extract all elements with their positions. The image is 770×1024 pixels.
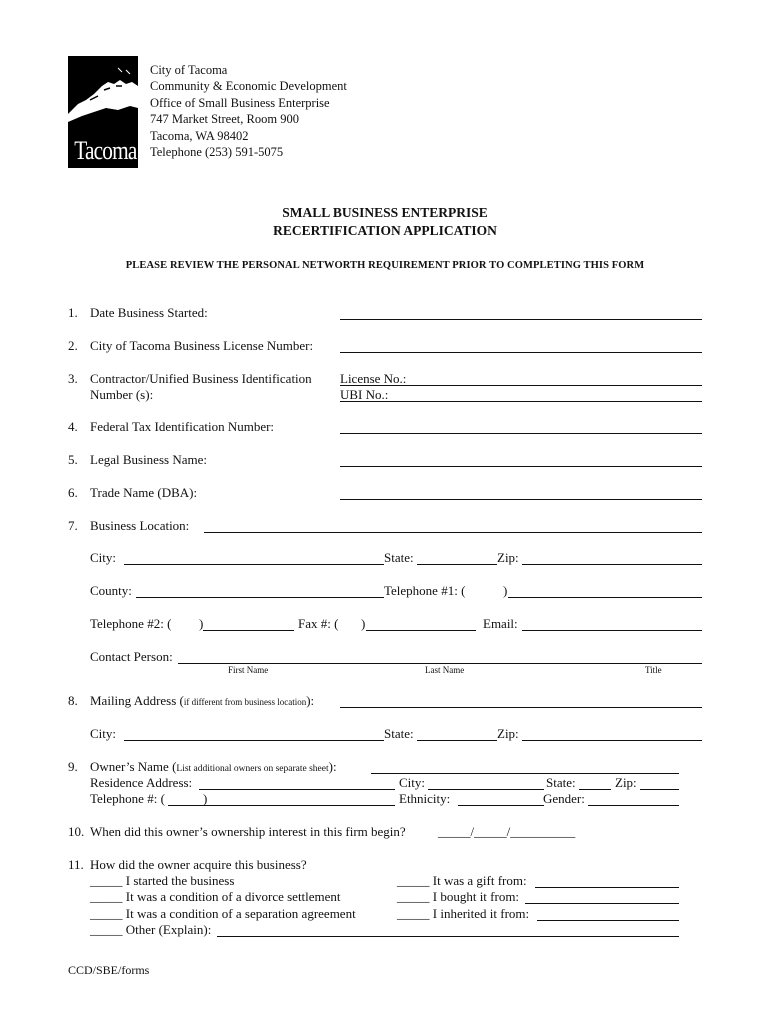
item-number: 10. bbox=[68, 824, 85, 839]
title-caption: Title bbox=[645, 665, 662, 675]
telephone2-label: Telephone #2: ( bbox=[90, 616, 172, 631]
owner-zip-label: Zip: bbox=[615, 775, 637, 790]
owner-city-field[interactable] bbox=[428, 789, 544, 790]
option-inherited[interactable]: _____ I inherited it from: bbox=[397, 906, 530, 921]
item-number: 9. bbox=[68, 759, 78, 774]
owner-state-field[interactable] bbox=[579, 789, 611, 790]
item-number: 4. bbox=[68, 419, 78, 434]
ubi-no-field[interactable] bbox=[340, 401, 702, 402]
mailing-zip-label: Zip: bbox=[497, 726, 519, 741]
option-bought[interactable]: _____ I bought it from: bbox=[397, 889, 520, 904]
owner-city-label: City: bbox=[399, 775, 426, 790]
telephone1-paren: ) bbox=[503, 583, 508, 598]
gift-from-field[interactable] bbox=[535, 887, 679, 888]
zip-field[interactable] bbox=[522, 564, 702, 565]
option-started-business[interactable]: _____ I started the business bbox=[90, 873, 235, 888]
first-name-caption: First Name bbox=[228, 665, 269, 675]
gender-field[interactable] bbox=[588, 805, 679, 806]
telephone1-field[interactable] bbox=[508, 597, 702, 598]
residence-address-label: Residence Address: bbox=[90, 775, 193, 790]
last-name-caption: Last Name bbox=[425, 665, 465, 675]
mailing-city-label: City: bbox=[90, 726, 117, 741]
ubi-label-line2: Number (s): bbox=[90, 387, 154, 402]
owner-name-field[interactable] bbox=[371, 773, 679, 774]
trade-name-label: Trade Name (DBA): bbox=[90, 485, 198, 500]
mailing-state-field[interactable] bbox=[417, 740, 497, 741]
county-label: County: bbox=[90, 583, 132, 598]
business-license-field[interactable] bbox=[340, 352, 702, 353]
city-label: City: bbox=[90, 550, 117, 565]
mailing-address-label: Mailing Address (if different from business location): bbox=[90, 693, 315, 708]
business-location-field[interactable] bbox=[204, 532, 702, 533]
business-license-label: City of Tacoma Business License Number: bbox=[90, 338, 314, 353]
zip-label: Zip: bbox=[497, 550, 519, 565]
mailing-city-field[interactable] bbox=[124, 740, 384, 741]
item-number: 5. bbox=[68, 452, 78, 467]
ownership-begin-label: When did this owner’s ownership interest in this firm begin? bbox=[90, 824, 406, 839]
date-started-field[interactable] bbox=[340, 319, 702, 320]
city-of-tacoma-logo bbox=[68, 56, 138, 168]
networth-notice: PLEASE REVIEW THE PERSONAL NETWORTH REQUIREMENT PRIOR TO COMPLETING THIS FORM bbox=[125, 260, 645, 271]
email-field[interactable] bbox=[522, 630, 702, 631]
gender-label: Gender: bbox=[543, 791, 585, 806]
owner-state-label: State: bbox=[546, 775, 576, 790]
option-divorce-settlement[interactable]: _____ It was a condition of a divorce settlement bbox=[90, 889, 341, 904]
item-number: 8. bbox=[68, 693, 78, 708]
ethnicity-field[interactable] bbox=[458, 805, 544, 806]
mailing-state-label: State: bbox=[384, 726, 414, 741]
federal-tax-id-label: Federal Tax Identification Number: bbox=[90, 419, 275, 434]
address-line: 747 Market Street, Room 900 bbox=[150, 112, 299, 127]
address-line: City of Tacoma bbox=[150, 63, 228, 77]
telephone2-paren: ) bbox=[199, 616, 204, 631]
item-number: 1. bbox=[68, 305, 78, 320]
owner-name-label: Owner’s Name (List additional owners on separate sheet): bbox=[90, 759, 337, 774]
ubi-no-label: UBI No.: bbox=[340, 387, 389, 402]
fax-label: Fax #: ( bbox=[298, 616, 339, 631]
telephone1-label: Telephone #1: ( bbox=[384, 583, 466, 598]
owner-telephone-paren: ) bbox=[203, 791, 208, 806]
federal-tax-id-field[interactable] bbox=[340, 433, 702, 434]
state-field[interactable] bbox=[417, 564, 497, 565]
ubi-label-line1: Contractor/Unified Business Identification bbox=[90, 371, 312, 386]
acquisition-question: How did the owner acquire this business? bbox=[90, 857, 307, 872]
date-started-label: Date Business Started: bbox=[90, 305, 208, 320]
residence-address-field[interactable] bbox=[199, 789, 395, 790]
item-number: 3. bbox=[68, 371, 78, 386]
item-number: 7. bbox=[68, 518, 78, 533]
option-separation-agreement[interactable]: _____ It was a condition of a separation agreement bbox=[90, 906, 356, 921]
county-field[interactable] bbox=[136, 597, 384, 598]
mountain-graphic bbox=[68, 56, 138, 138]
option-gift[interactable]: _____ It was a gift from: bbox=[397, 873, 527, 888]
trade-name-field[interactable] bbox=[340, 499, 702, 500]
owner-telephone-label: Telephone #: ( bbox=[90, 791, 165, 806]
legal-name-label: Legal Business Name: bbox=[90, 452, 207, 467]
bought-from-field[interactable] bbox=[525, 903, 679, 904]
form-footer-code: CCD/SBE/forms bbox=[68, 963, 150, 977]
address-line: Community & Economic Development bbox=[150, 79, 347, 94]
ethnicity-label: Ethnicity: bbox=[399, 791, 451, 806]
fax-field[interactable] bbox=[366, 630, 476, 631]
mailing-address-field[interactable] bbox=[340, 707, 702, 708]
office-address bbox=[150, 62, 347, 160]
license-no-field[interactable] bbox=[340, 385, 702, 386]
contact-person-label: Contact Person: bbox=[90, 649, 173, 664]
fax-paren: ) bbox=[361, 616, 366, 631]
city-field[interactable] bbox=[124, 564, 384, 565]
email-label: Email: bbox=[483, 616, 518, 631]
address-line: Office of Small Business Enterprise bbox=[150, 95, 330, 110]
address-line: Tacoma, WA 98402 bbox=[150, 128, 249, 143]
item-number: 11. bbox=[68, 857, 84, 872]
ownership-begin-date-field[interactable]: _____/_____/__________ bbox=[438, 824, 576, 839]
contact-person-field[interactable] bbox=[178, 663, 702, 664]
item-number: 2. bbox=[68, 338, 78, 353]
inherited-from-field[interactable] bbox=[537, 920, 679, 921]
legal-name-field[interactable] bbox=[340, 466, 702, 467]
telephone2-field[interactable] bbox=[203, 630, 294, 631]
form-title-line1: SMALL BUSINESS ENTERPRISE bbox=[282, 205, 488, 220]
logo-wordmark: Tacoma bbox=[74, 136, 137, 165]
owner-zip-field[interactable] bbox=[640, 789, 679, 790]
item-number: 6. bbox=[68, 485, 78, 500]
form-title-line2: RECERTIFICATION APPLICATION bbox=[273, 223, 497, 238]
business-location-label: Business Location: bbox=[90, 518, 190, 533]
address-line: Telephone (253) 591-5075 bbox=[150, 145, 284, 160]
license-no-label: License No.: bbox=[340, 371, 407, 386]
option-other[interactable]: _____ Other (Explain): bbox=[90, 922, 212, 937]
other-explain-field[interactable] bbox=[217, 936, 679, 937]
state-label: State: bbox=[384, 550, 414, 565]
mailing-zip-field[interactable] bbox=[522, 740, 702, 741]
